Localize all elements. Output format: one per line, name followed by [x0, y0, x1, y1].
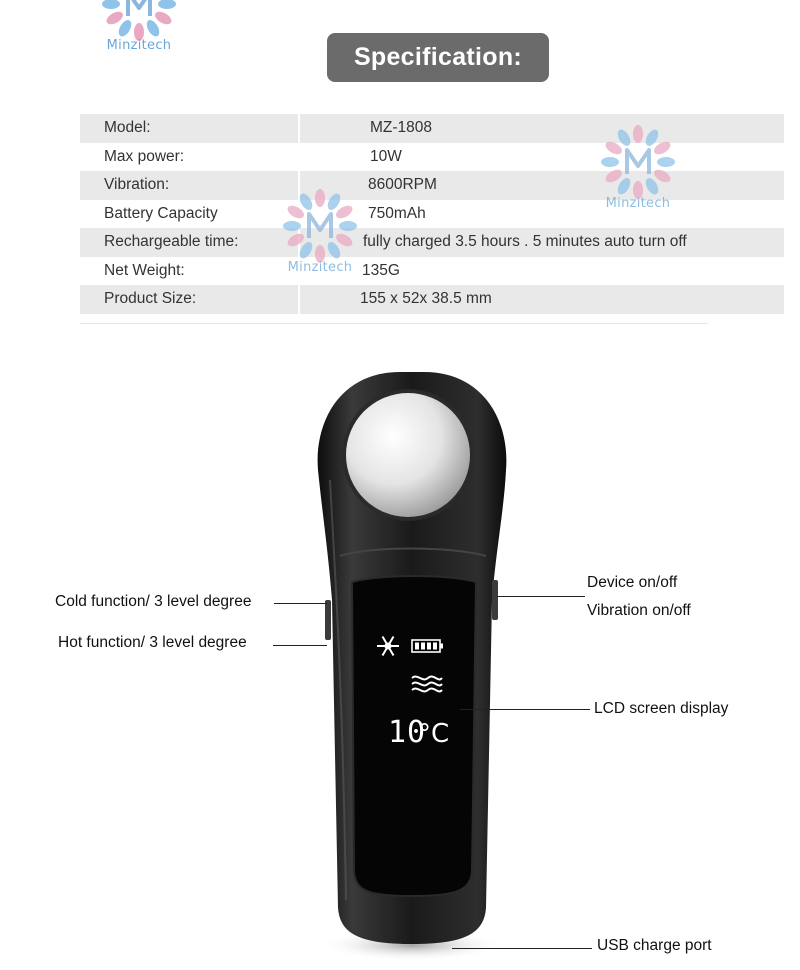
callout-line [273, 645, 327, 646]
spec-label: Max power: [80, 143, 300, 172]
watermark-logo [600, 124, 676, 211]
spec-value: 750mAh [368, 204, 426, 222]
spec-row [80, 285, 784, 314]
callout-line [274, 603, 327, 604]
logo-wordmark: Minzitech [605, 196, 671, 211]
callout-line [497, 596, 585, 597]
spec-label: Net Weight: [80, 257, 300, 286]
spec-row [80, 171, 784, 200]
spec-table [80, 114, 784, 314]
logo-wordmark: Minzitech [287, 260, 353, 275]
brand-logo [101, 0, 177, 53]
callout-line [452, 948, 592, 949]
callout-device-power: Device on/off [587, 574, 678, 591]
callout-usb: USB charge port [597, 937, 712, 954]
spec-value: fully charged 3.5 hours . 5 minutes auto turn off [363, 233, 687, 251]
spec-row [80, 143, 784, 172]
logo-mark-icon [101, 0, 177, 42]
logo-wordmark: Minzitech [106, 38, 172, 53]
spec-label: Battery Capacity [80, 200, 300, 229]
spec-label: Vibration: [80, 171, 300, 200]
callout-vibration: Vibration on/off [587, 602, 691, 619]
spec-label: Model: [80, 114, 300, 143]
side-button-left [325, 600, 331, 640]
side-button-right [492, 580, 498, 620]
spec-row [80, 114, 784, 143]
spec-value: 155 x 52x 38.5 mm [360, 290, 492, 308]
spec-value: 8600RPM [368, 176, 437, 194]
spec-title: Specification: [327, 33, 549, 82]
logo-mark-icon [282, 188, 358, 264]
lcd-temperature: 10 [388, 715, 427, 750]
spec-divider [80, 323, 708, 324]
callout-hot: Hot function/ 3 level degree [58, 634, 247, 651]
callout-cold: Cold function/ 3 level degree [55, 593, 252, 610]
device-illustration [300, 360, 530, 970]
watermark-logo [282, 188, 358, 275]
spec-value: MZ-1808 [370, 119, 433, 137]
callout-line [460, 709, 590, 710]
callout-lcd: LCD screen display [594, 700, 729, 717]
logo-mark-icon [600, 124, 676, 200]
lcd-unit: °C [418, 719, 450, 749]
spec-label: Product Size: [80, 285, 300, 314]
spec-value: 135G [362, 261, 400, 279]
spec-value: 10W [370, 147, 402, 165]
spec-row [80, 200, 784, 229]
spec-label: Rechargeable time: [80, 228, 300, 257]
metal-head [346, 393, 470, 517]
spec-row [80, 257, 784, 286]
spec-row [80, 228, 784, 257]
